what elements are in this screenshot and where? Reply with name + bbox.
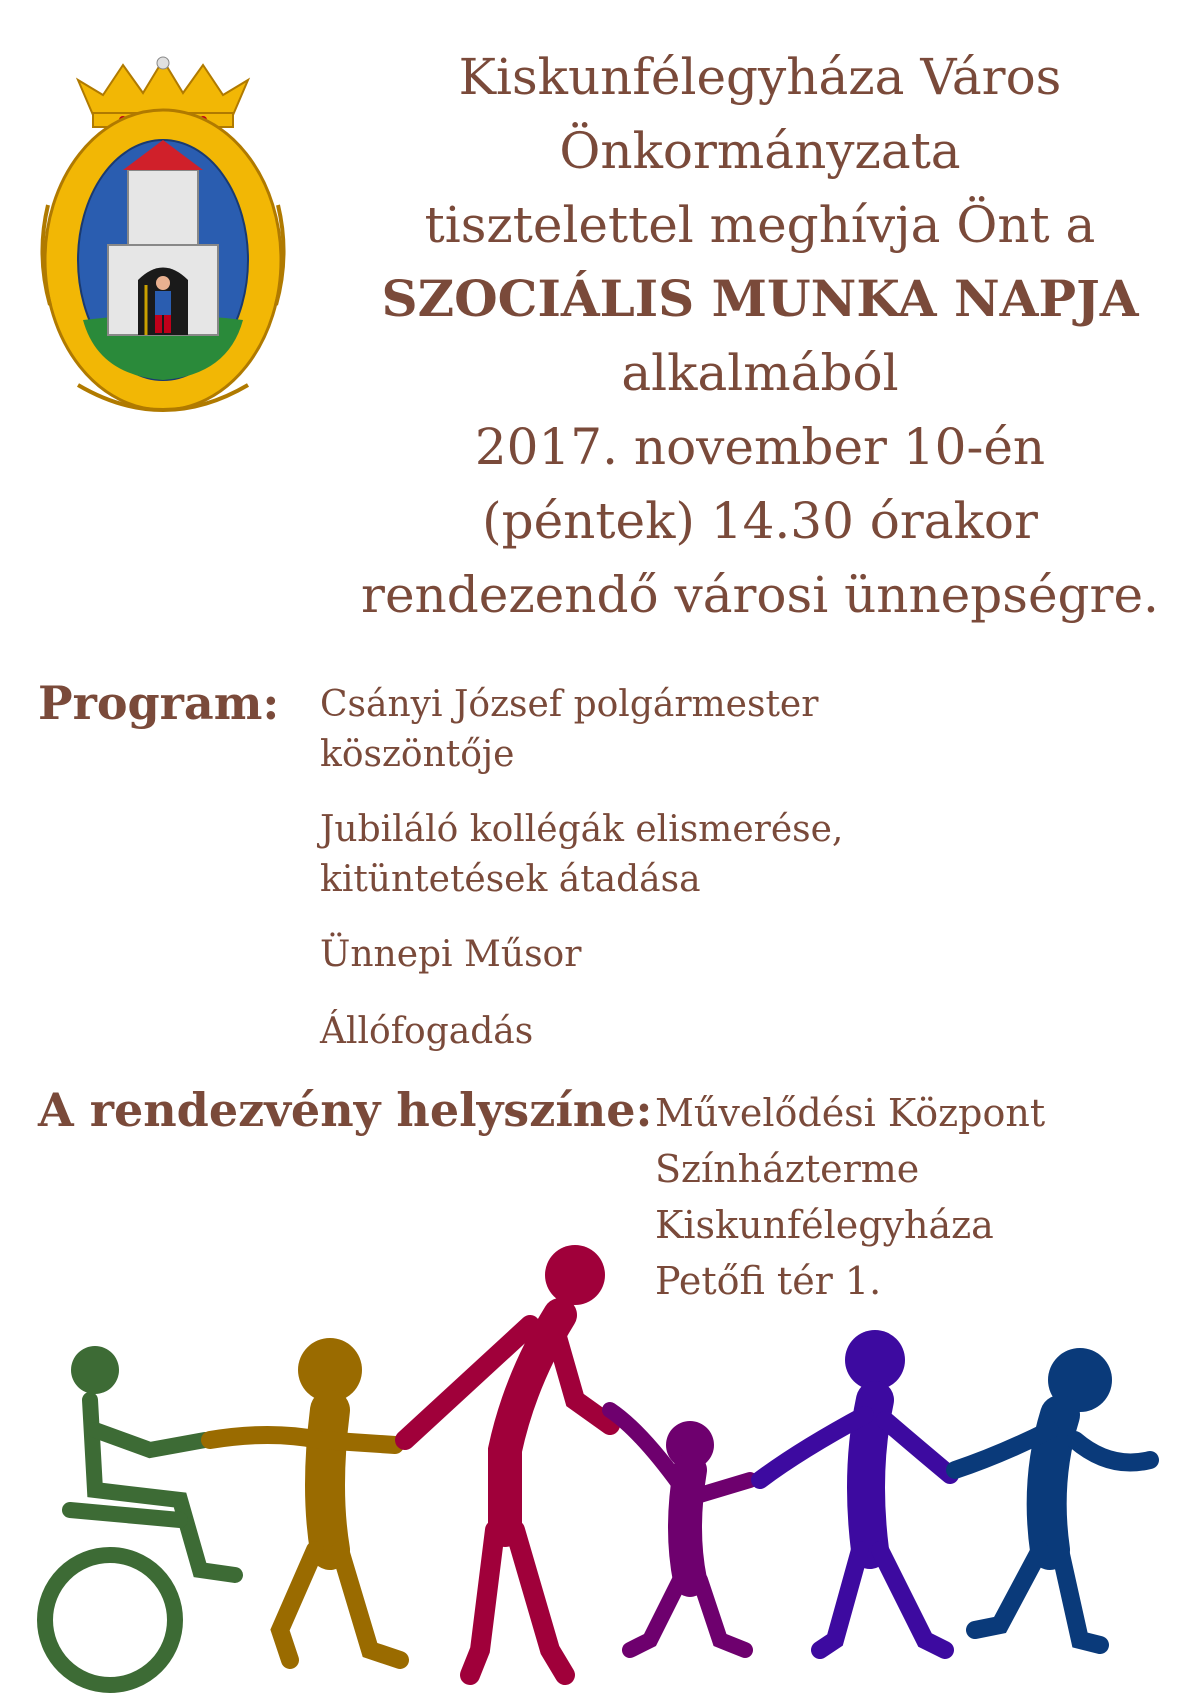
header-line-invites: tisztelettel meghívja Önt a <box>424 196 1096 254</box>
venue-line: Művelődési Központ <box>655 1091 1046 1135</box>
header-line-time: (péntek) 14.30 órakor <box>482 492 1038 550</box>
child-figure-icon <box>210 1338 400 1660</box>
program-item: köszöntője <box>320 734 515 775</box>
program-item: Csányi József polgármester <box>320 684 819 725</box>
header-line-city: Kiskunfélegyháza Város <box>458 48 1062 106</box>
coat-of-arms-icon <box>38 55 288 425</box>
program-item: Jubiláló kollégák elismerése, <box>320 809 844 850</box>
header-line-occasion: alkalmából <box>621 344 899 402</box>
program-item: Ünnepi Műsor <box>320 934 582 975</box>
header-line-date: 2017. november 10-én <box>474 418 1046 476</box>
venue-line: Kiskunfélegyháza <box>655 1203 994 1247</box>
program-item: kitüntetések átadása <box>320 859 701 900</box>
wheelchair-figure-icon <box>45 1346 235 1685</box>
program-label: Program: <box>38 676 280 730</box>
small-child-figure-icon <box>610 1410 750 1650</box>
header-line-celebration: rendezendő városi ünnepségre. <box>361 566 1159 624</box>
venue-line: Színházterme <box>655 1147 920 1191</box>
people-holding-hands-icon <box>0 1230 1200 1697</box>
invitation-header <box>330 40 1190 632</box>
adult-figure-icon <box>405 1245 610 1675</box>
boy-figure-icon <box>955 1348 1150 1645</box>
woman-figure-icon <box>760 1330 950 1650</box>
program-item: Állófogadás <box>320 1011 534 1052</box>
venue-line: Petőfi tér 1. <box>655 1259 882 1303</box>
header-line-event-name: SZOCIÁLIS MUNKA NAPJA <box>381 269 1139 328</box>
header-line-council: Önkormányzata <box>559 122 961 180</box>
venue-label: A rendezvény helyszíne: <box>38 1083 653 1137</box>
